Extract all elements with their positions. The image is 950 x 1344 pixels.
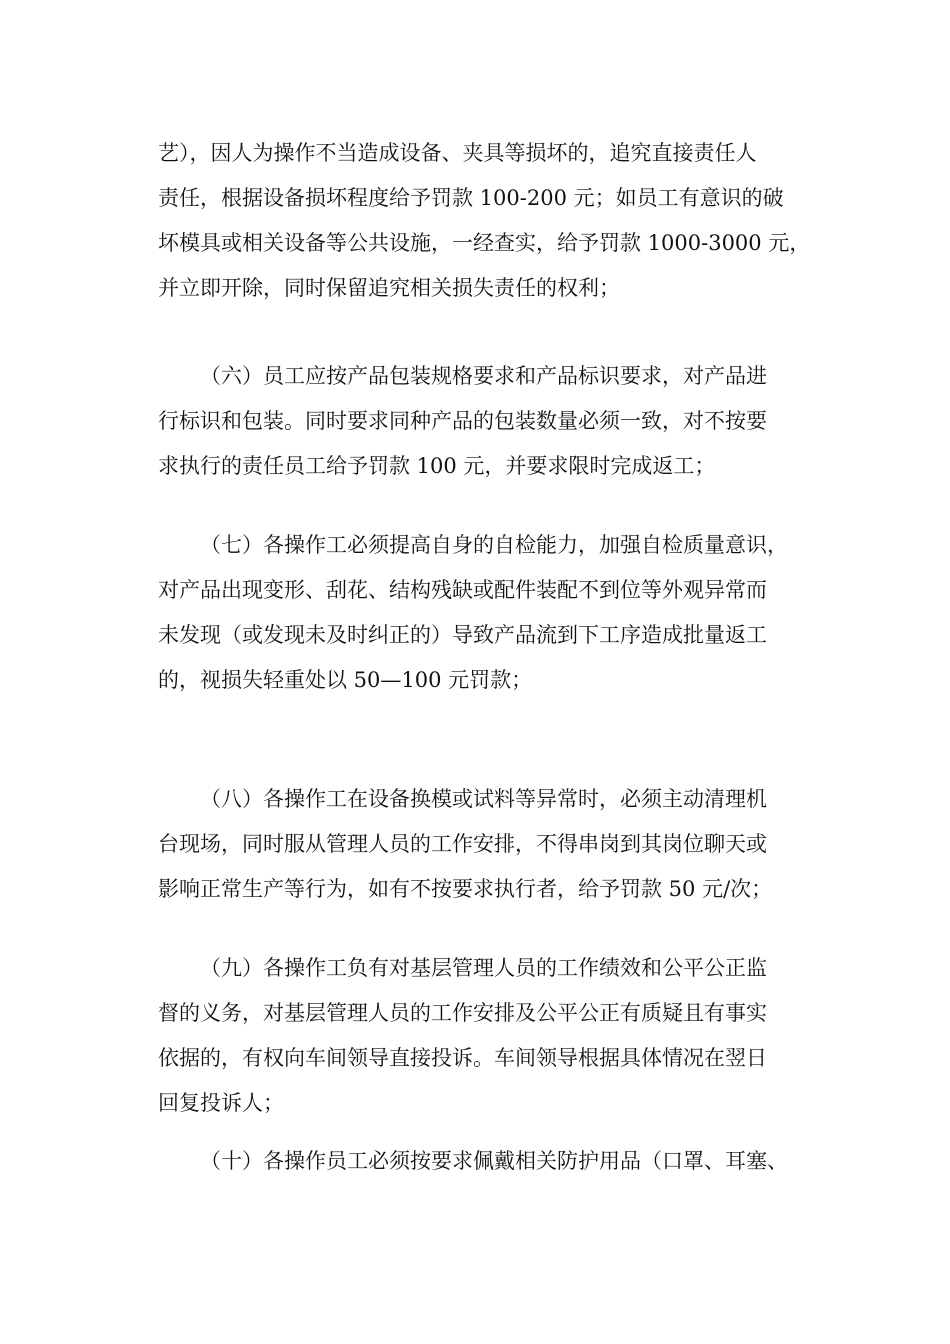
text-line: 求执行的责任员工给予罚款 100 元，并要求限时完成返工； [158,454,716,478]
text-line: 艺），因人为操作不当造成设备、夹具等损坏的，追究直接责任人 [158,141,757,165]
paragraph-item-8 [158,777,828,912]
text-line: 回复投诉人； [158,1091,284,1115]
text-line: 的，视损失轻重处以 50—100 元罚款； [158,668,533,692]
text-line: （七）各操作工必须提高自身的自检能力，加强自检质量意识， [200,533,788,557]
text-line: 台现场，同时服从管理人员的工作安排，不得串岗到其岗位聊天或 [158,832,767,856]
text-line: 责任，根据设备损坏程度给予罚款 100-200 元；如员工有意识的破 [158,186,784,210]
text-line: （十）各操作员工必须按要求佩戴相关防护用品（口罩、耳塞、 [200,1149,788,1173]
paragraph-item-7 [158,523,828,703]
paragraph-continuation [158,131,828,311]
text-line: （六）员工应按产品包装规格要求和产品标识要求，对产品进 [200,364,767,388]
paragraph-item-6 [158,354,828,489]
text-line: （九）各操作工负有对基层管理人员的工作绩效和公平公正监 [200,956,767,980]
text-line: 坏模具或相关设备等公共设施，一经查实，给予罚款 1000-3000 元， [158,231,811,255]
paragraph-item-9 [158,946,828,1126]
text-line: 未发现（或发现未及时纠正的）导致产品流到下工序造成批量返工 [158,623,767,647]
text-line: 对产品出现变形、刮花、结构残缺或配件装配不到位等外观异常而 [158,578,767,602]
text-line: 影响正常生产等行为，如有不按要求执行者，给予罚款 50 元/次； [158,877,773,901]
text-line: （八）各操作工在设备换模或试料等异常时，必须主动清理机 [200,787,767,811]
paragraph-item-10 [158,1139,828,1184]
text-line: 督的义务，对基层管理人员的工作安排及公平公正有质疑且有事实 [158,1001,767,1025]
text-line: 并立即开除，同时保留追究相关损失责任的权利； [158,276,620,300]
text-line: 依据的，有权向车间领导直接投诉。车间领导根据具体情况在翌日 [158,1046,767,1070]
text-line: 行标识和包装。同时要求同种产品的包装数量必须一致，对不按要 [158,409,767,433]
